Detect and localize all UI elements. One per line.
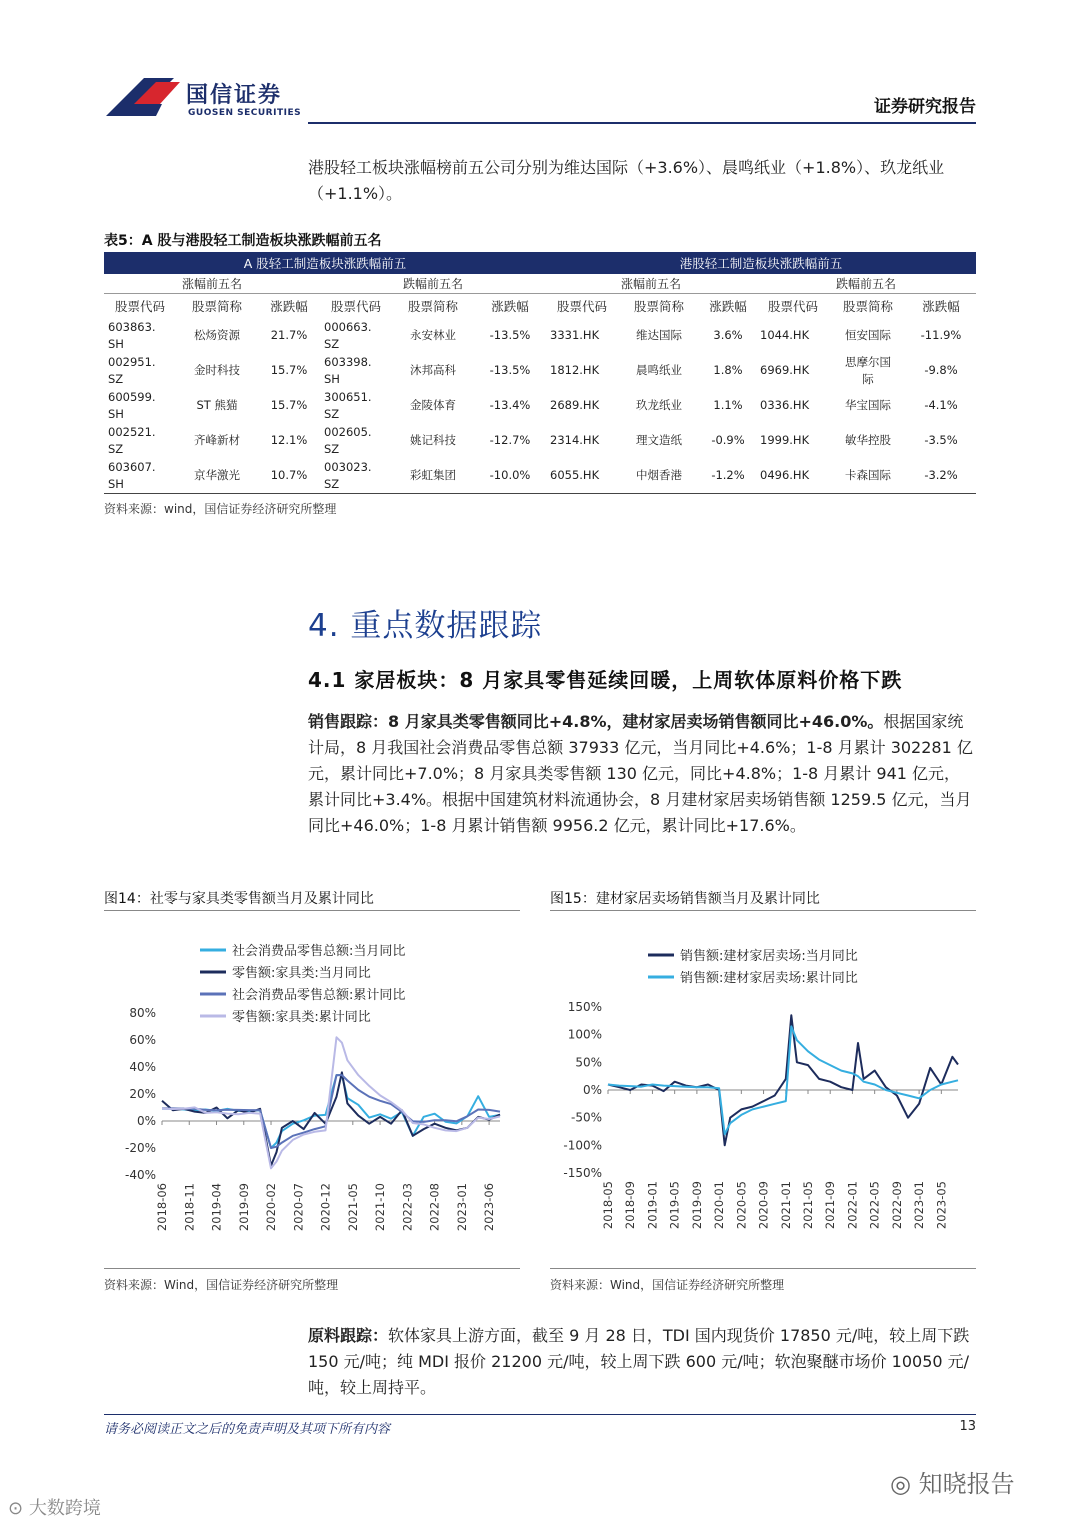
cell-pct: -13.5% (489, 363, 531, 377)
watermark-zhixiao (890, 1464, 1015, 1499)
cell-code: 003023. SZ (320, 458, 392, 494)
watermark-zhixiao-text: 知晓报告 (918, 1470, 1015, 1498)
table-row (104, 388, 976, 423)
legend-label: 零售额:家具类:累计同比 (232, 1010, 371, 1025)
x-tick-label: 2022-08 (427, 1183, 442, 1232)
cell-code: 2314.HK (550, 433, 600, 447)
table5-col-pct: 涨跌幅 (491, 299, 529, 314)
fig15-title-divider (550, 910, 976, 911)
y-tick-label: -50% (570, 1110, 602, 1125)
cell-code: 603863. SH (108, 319, 156, 351)
cell-pct: -13.4% (489, 398, 531, 412)
cell-code: 6969.HK (760, 363, 810, 377)
fig14-source: 资料来源：Wind，国信证券经济研究所整理 (104, 1278, 339, 1292)
cell-name: 华宝国际 (845, 398, 891, 412)
cell-name: 晨鸣纸业 (636, 363, 682, 377)
cell-name: 永安林业 (410, 328, 456, 342)
table5-sub-a-down: 跌幅前五名 (320, 274, 546, 294)
fig15-source: 资料来源：Wind，国信证券经济研究所整理 (550, 1278, 785, 1292)
raw-body: 软体家具上游方面，截至 9 月 28 日，TDI 国内现货价 17850 元/吨，较上周下跌 150 元/吨；纯 MDI 报价 21200 元/吨，较上周下跌 600 元/吨；软泡聚醚市场价 10050 元/吨，较上周持平。 (308, 1326, 970, 1397)
table5-col-name: 股票简称 (842, 299, 893, 314)
cell-pct: 15.7% (270, 398, 308, 412)
legend-label: 销售额:建材家居卖场:当月同比 (680, 949, 858, 964)
table5-col-code: 股票代码 (767, 299, 818, 314)
cell-code: 3331.HK (550, 328, 600, 342)
cell-pct: 1.1% (713, 398, 743, 412)
cell-code: 2689.HK (550, 398, 600, 412)
table5-col-name: 股票简称 (191, 299, 242, 314)
table5-col-name: 股票简称 (407, 299, 458, 314)
table5-col-code: 股票代码 (556, 299, 607, 314)
table5-title: 表5：A 股与港股轻工制造板块涨跌幅前五名 (104, 233, 382, 249)
cell-pct: 1.8% (713, 363, 743, 377)
y-tick-label: 40% (129, 1060, 156, 1074)
cell-code: 002951. SZ (108, 354, 156, 386)
fig15-chart (550, 918, 976, 1258)
cell-code: 1812.HK (550, 363, 600, 377)
cell-pct: 10.7% (258, 458, 320, 494)
table5-group-a: A 股轻工制造板块涨跌幅前五 (104, 252, 546, 274)
x-tick-label: 2020-05 (734, 1181, 749, 1230)
cell-pct: -4.1% (924, 398, 958, 412)
cell-pct: -11.9% (920, 328, 962, 342)
x-tick-label: 2021-01 (778, 1181, 793, 1230)
x-tick-label: 2019-09 (689, 1181, 704, 1230)
cell-code: 603607. SH (104, 458, 176, 494)
x-tick-label: 2023-01 (912, 1181, 927, 1230)
x-tick-label: 2018-09 (623, 1181, 638, 1230)
cell-code: 1999.HK (760, 433, 810, 447)
cell-code: 002521. SZ (108, 424, 156, 456)
table5-source: 资料来源：wind，国信证券经济研究所整理 (104, 502, 337, 516)
table5-col-name: 股票简称 (633, 299, 684, 314)
cell-name: 京华激光 (176, 458, 258, 494)
cell-pct: 21.7% (270, 328, 308, 342)
x-tick-label: 2021-10 (373, 1183, 388, 1232)
y-tick-label: 100% (567, 1027, 602, 1042)
x-tick-label: 2020-09 (756, 1181, 771, 1230)
fig14-chart (104, 918, 520, 1258)
legend-label: 零售额:家具类:当月同比 (232, 966, 371, 981)
cell-pct: 15.7% (270, 363, 308, 377)
table5-sub-hk-up: 涨幅前五名 (546, 274, 756, 294)
table5-group-hk: 港股轻工制造板块涨跌幅前五 (546, 252, 976, 274)
x-tick-label: 2021-05 (345, 1183, 360, 1232)
cell-code: 000663. SZ (324, 319, 372, 351)
x-tick-label: 2022-09 (889, 1181, 904, 1230)
watermark-dashu (8, 1494, 101, 1520)
watermark-dashu-text: 大数跨境 (28, 1498, 101, 1519)
sales-body: 根据国家统计局，8 月我国社会消费品零售总额 37933 亿元，当月同比+4.6%；1-8 月累计 302281 亿元，累计同比+7.0%；8 月家具类零售额 130 亿元，同比+4.8%；1-8 月累计 941 亿元，累计同比+3.4%。根据中国建筑材料流通协会，8 月建材家居卖场销售额 1259.5 亿元，当月同比+46.0%；1-8 月累计销售额 9956.2 亿元，累计同比+17.6%。 (308, 712, 973, 835)
legend-label: 销售额:建材家居卖场:累计同比 (680, 971, 858, 986)
fig15-title: 图15：建材家居卖场销售额当月及累计同比 (550, 891, 820, 907)
raw-lead: 原料跟踪： (308, 1326, 389, 1345)
cell-pct: -10.0% (474, 458, 546, 494)
cell-name: 卡森国际 (830, 458, 906, 494)
x-tick-label: 2023-06 (482, 1183, 497, 1232)
page-number: 13 (959, 1419, 976, 1434)
cell-pct: -12.7% (489, 433, 531, 447)
cell-name: 彩虹集团 (392, 458, 474, 494)
x-tick-label: 2020-02 (264, 1183, 279, 1232)
fig15-bottom-divider (550, 1268, 976, 1269)
fig14-title: 图14：社零与家具类零售额当月及累计同比 (104, 891, 374, 907)
cell-name: 松炀资源 (194, 328, 240, 342)
cell-pct: -3.5% (924, 433, 958, 447)
table5-sub-hk-down: 跌幅前五名 (756, 274, 976, 294)
y-tick-label: 0% (136, 1114, 156, 1128)
x-tick-label: 2023-01 (454, 1183, 469, 1232)
cell-name: 金陵体育 (410, 398, 456, 412)
table5-sub-a-up: 涨幅前五名 (104, 274, 320, 294)
cell-code: 603398. SH (324, 354, 372, 386)
x-tick-label: 2022-05 (867, 1181, 882, 1230)
cell-code: 1044.HK (760, 328, 810, 342)
weibo-icon: ⊙ (8, 1498, 24, 1519)
x-tick-label: 2021-09 (823, 1181, 838, 1230)
cell-pct: -1.2% (700, 458, 756, 494)
series-line-1 (608, 1026, 958, 1134)
subsection-heading: 4.1 家居板块：8 月家具零售延续回暖，上周软体原料价格下跌 (308, 668, 903, 692)
cell-code: 002605. SZ (324, 424, 372, 456)
header-divider (308, 122, 976, 124)
x-tick-label: 2019-05 (667, 1181, 682, 1230)
x-tick-label: 2022-03 (400, 1183, 415, 1232)
cell-code: 6055.HK (546, 458, 618, 494)
table5-col-pct: 涨跌幅 (922, 299, 960, 314)
y-tick-label: 60% (129, 1033, 156, 1047)
cell-code: 0496.HK (756, 458, 830, 494)
cell-name: 齐峰新材 (194, 433, 240, 447)
x-tick-label: 2018-06 (155, 1183, 169, 1232)
cell-name: 理文造纸 (636, 433, 682, 447)
x-tick-label: 2020-01 (712, 1181, 727, 1230)
guosen-logo-mark (104, 76, 182, 122)
table-row (104, 353, 976, 388)
x-tick-label: 2019-01 (645, 1181, 660, 1230)
legend-label: 社会消费品零售总额:累计同比 (232, 988, 406, 1003)
y-tick-label: 50% (575, 1055, 602, 1070)
y-tick-label: 0% (582, 1083, 602, 1097)
table5-col-code: 股票代码 (330, 299, 381, 314)
x-tick-label: 2019-04 (209, 1183, 224, 1232)
cell-name: 恒安国际 (845, 328, 891, 342)
report-type-label: 证券研究报告 (874, 97, 976, 117)
cell-name: 中烟香港 (618, 458, 700, 494)
cell-pct: -13.5% (489, 328, 531, 342)
y-tick-label: 20% (129, 1087, 156, 1101)
sales-paragraph (308, 709, 976, 839)
cell-pct: -0.9% (711, 433, 745, 447)
fig14-bottom-divider (104, 1268, 520, 1269)
footer-divider (104, 1414, 976, 1415)
cell-pct: -3.2% (906, 458, 976, 494)
cell-name: 姚记科技 (410, 433, 456, 447)
table5-col-code: 股票代码 (114, 299, 165, 314)
x-tick-label: 2020-07 (291, 1183, 306, 1232)
series-line-0 (608, 1015, 958, 1145)
cell-name: 敏华控股 (845, 433, 891, 447)
section-heading: 4. 重点数据跟踪 (308, 608, 543, 644)
cell-code: 600599. SH (108, 389, 156, 421)
table5-col-pct: 涨跌幅 (270, 299, 308, 314)
cell-pct: 12.1% (270, 433, 308, 447)
x-tick-label: 2022-01 (845, 1181, 860, 1230)
logo-cn-text: 国信证券 (186, 83, 283, 108)
y-tick-label: -20% (124, 1141, 156, 1155)
y-tick-label: -40% (124, 1168, 156, 1182)
table-row (104, 458, 976, 494)
raw-material-paragraph (308, 1323, 976, 1401)
cell-pct: -9.8% (924, 363, 958, 377)
y-tick-label: -100% (563, 1138, 602, 1153)
cell-name: 玖龙纸业 (636, 398, 682, 412)
table-row (104, 318, 976, 353)
table5-col-pct: 涨跌幅 (709, 299, 747, 314)
x-tick-label: 2019-09 (236, 1183, 251, 1232)
cell-name: 金时科技 (194, 363, 240, 377)
cell-name: 沐邦高科 (410, 363, 456, 377)
wechat-icon: ◎ (890, 1470, 911, 1498)
x-tick-label: 2020-12 (318, 1183, 333, 1232)
x-tick-label: 2021-05 (801, 1181, 815, 1230)
cell-code: 0336.HK (760, 398, 810, 412)
fig14-title-divider (104, 910, 520, 911)
y-tick-label: 80% (129, 1006, 156, 1020)
cell-pct: 3.6% (713, 328, 743, 342)
logo-en-text: GUOSEN SECURITIES (188, 108, 302, 118)
table5 (104, 252, 976, 494)
legend-label: 社会消费品零售总额:当月同比 (232, 944, 406, 959)
sales-lead: 销售跟踪：8 月家具类零售额同比+4.8%，建材家居卖场销售额同比+46.0%。 (308, 712, 884, 731)
x-tick-label: 2018-05 (601, 1181, 615, 1230)
table-row (104, 423, 976, 458)
x-tick-label: 2018-11 (182, 1183, 197, 1232)
cell-name: ST 熊猫 (196, 398, 238, 412)
y-tick-label: -150% (563, 1166, 602, 1180)
cell-name: 维达国际 (636, 328, 682, 342)
cell-name: 思摩尔国 际 (845, 354, 891, 386)
footer-disclaimer: 请务必阅读正文之后的免责声明及其项下所有内容 (104, 1422, 391, 1437)
y-tick-label: 150% (567, 1000, 602, 1014)
cell-code: 300651. SZ (324, 389, 372, 421)
x-tick-label: 2023-05 (934, 1181, 949, 1230)
intro-paragraph: 港股轻工板块涨幅榜前五公司分别为维达国际（+3.6%）、晨鸣纸业（+1.8%）、玖龙纸业（+1.1%）。 (308, 158, 945, 203)
